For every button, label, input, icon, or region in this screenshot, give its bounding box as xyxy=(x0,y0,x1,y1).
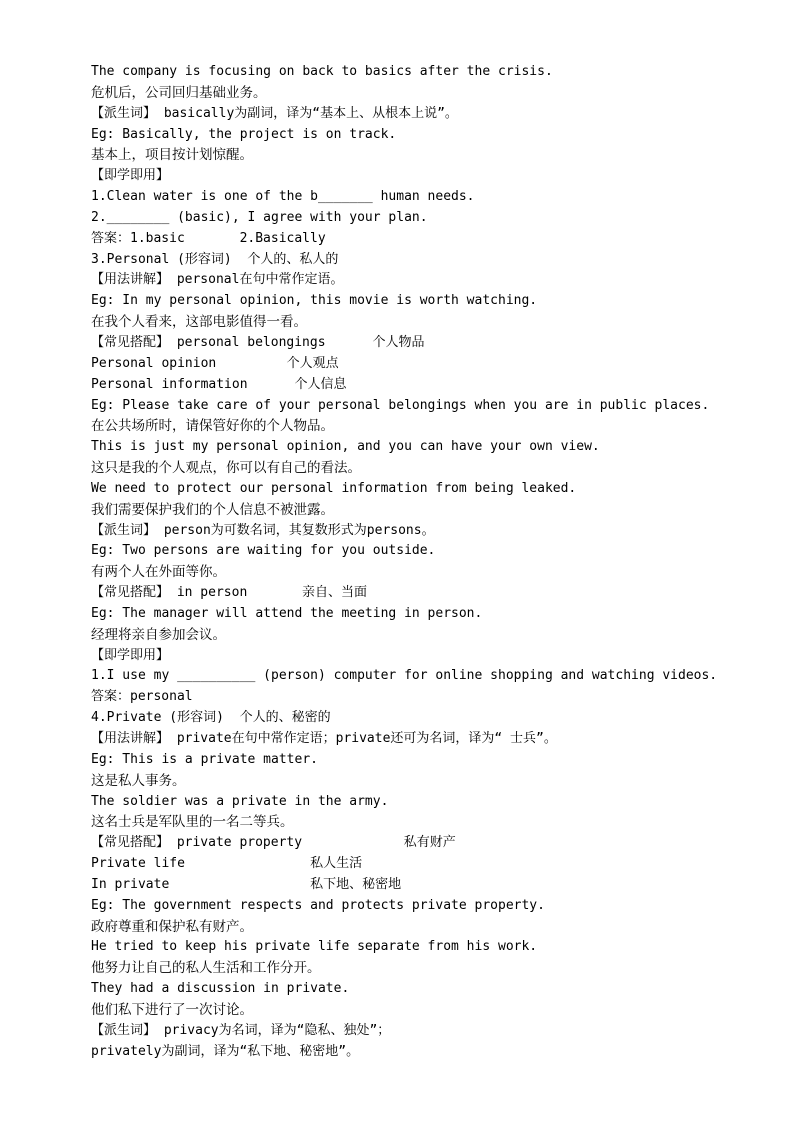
text-line: Private life 私人生活 xyxy=(91,856,363,872)
text-line: Eg: Basically, the project is on track. xyxy=(91,126,397,142)
answer-line: 答案：1.basic 2.Basically xyxy=(91,230,326,246)
text-line: 在公共场所时，请保管好你的个人物品。 xyxy=(91,418,334,435)
text-line: 【常见搭配】 in person 亲自、当面 xyxy=(91,585,368,601)
text-line: 政府尊重和保护私有财产。 xyxy=(91,918,253,935)
text-line: 他努力让自己的私人生活和工作分开。 xyxy=(91,960,321,977)
document-body xyxy=(91,62,781,1063)
text-line: Eg: Two persons are waiting for you outside. xyxy=(91,543,436,559)
section-heading: 4.Private (形容词) 个人的、秘密的 xyxy=(91,710,331,726)
text-line: 【派生词】 privacy为名词，译为“隐私、独处”； xyxy=(91,1022,391,1038)
answer-line: 答案：personal xyxy=(91,689,193,705)
text-line: 这只是我的个人观点，你可以有自己的看法。 xyxy=(91,460,361,477)
text-line: 经理将亲自参加会议。 xyxy=(91,626,226,643)
section-heading: 3.Personal (形容词) 个人的、私人的 xyxy=(91,251,339,267)
text-line: 【派生词】 basically为副词，译为“基本上、从根本上说”。 xyxy=(91,105,458,121)
text-line: 【常见搭配】 personal belongings 个人物品 xyxy=(91,334,425,350)
text-line: 【常见搭配】 private property 私有财产 xyxy=(91,835,456,851)
text-line: 危机后，公司回归基础业务。 xyxy=(91,84,267,101)
text-line: We need to protect our personal information from being leaked. xyxy=(91,480,577,496)
text-line: In private 私下地、秘密地 xyxy=(91,876,402,892)
text-line: 有两个人在外面等你。 xyxy=(91,564,226,581)
text-line: The company is focusing on back to basics after the crisis. xyxy=(91,64,553,79)
text-line: They had a discussion in private. xyxy=(91,981,350,997)
text-line: 在我个人看来，这部电影值得一看。 xyxy=(91,314,307,331)
text-line: privately为副词，译为“私下地、秘密地”。 xyxy=(91,1043,360,1059)
text-line: The soldier was a private in the army. xyxy=(91,793,389,809)
text-line: 这是私人事务。 xyxy=(91,772,186,789)
text-line: 【用法讲解】 private在句中常作定语；private还可为名词，译为“ 士兵”。 xyxy=(91,731,557,746)
text-line: 基本上，项目按计划惊醒。 xyxy=(91,147,253,164)
text-line: Personal opinion 个人观点 xyxy=(91,355,339,371)
text-line: Eg: The government respects and protects private property. xyxy=(91,897,545,913)
text-line: 2.________ (basic), I agree with your plan. xyxy=(91,209,428,225)
text-line: 【派生词】 person为可数名词，其复数形式为persons。 xyxy=(91,522,435,538)
text-line: 【用法讲解】 personal在句中常作定语。 xyxy=(91,272,344,288)
text-line: 1.Clean water is one of the b_______ human needs. xyxy=(91,189,475,205)
text-line: 我们需要保护我们的个人信息不被泄露。 xyxy=(91,501,334,518)
text-line: 这名士兵是军队里的一名二等兵。 xyxy=(91,814,294,831)
text-line: He tried to keep his private life separate from his work. xyxy=(91,939,538,955)
text-line: Eg: The manager will attend the meeting in person. xyxy=(91,605,483,621)
text-line: 他们私下进行了一次讨论。 xyxy=(91,1001,253,1018)
section-heading: 【即学即用】 xyxy=(91,168,170,184)
text-line: Eg: This is a private matter. xyxy=(91,751,318,767)
text-line: Eg: Please take care of your personal belongings when you are in public places. xyxy=(91,397,710,413)
text-line: Personal information 个人信息 xyxy=(91,376,347,392)
text-line: This is just my personal opinion, and you can have your own view. xyxy=(91,439,600,455)
text-line: Eg: In my personal opinion, this movie is worth watching. xyxy=(91,293,538,309)
text-line: 1.I use my __________ (person) computer for online shopping and watching videos. xyxy=(91,668,718,684)
section-heading: 【即学即用】 xyxy=(91,647,170,663)
